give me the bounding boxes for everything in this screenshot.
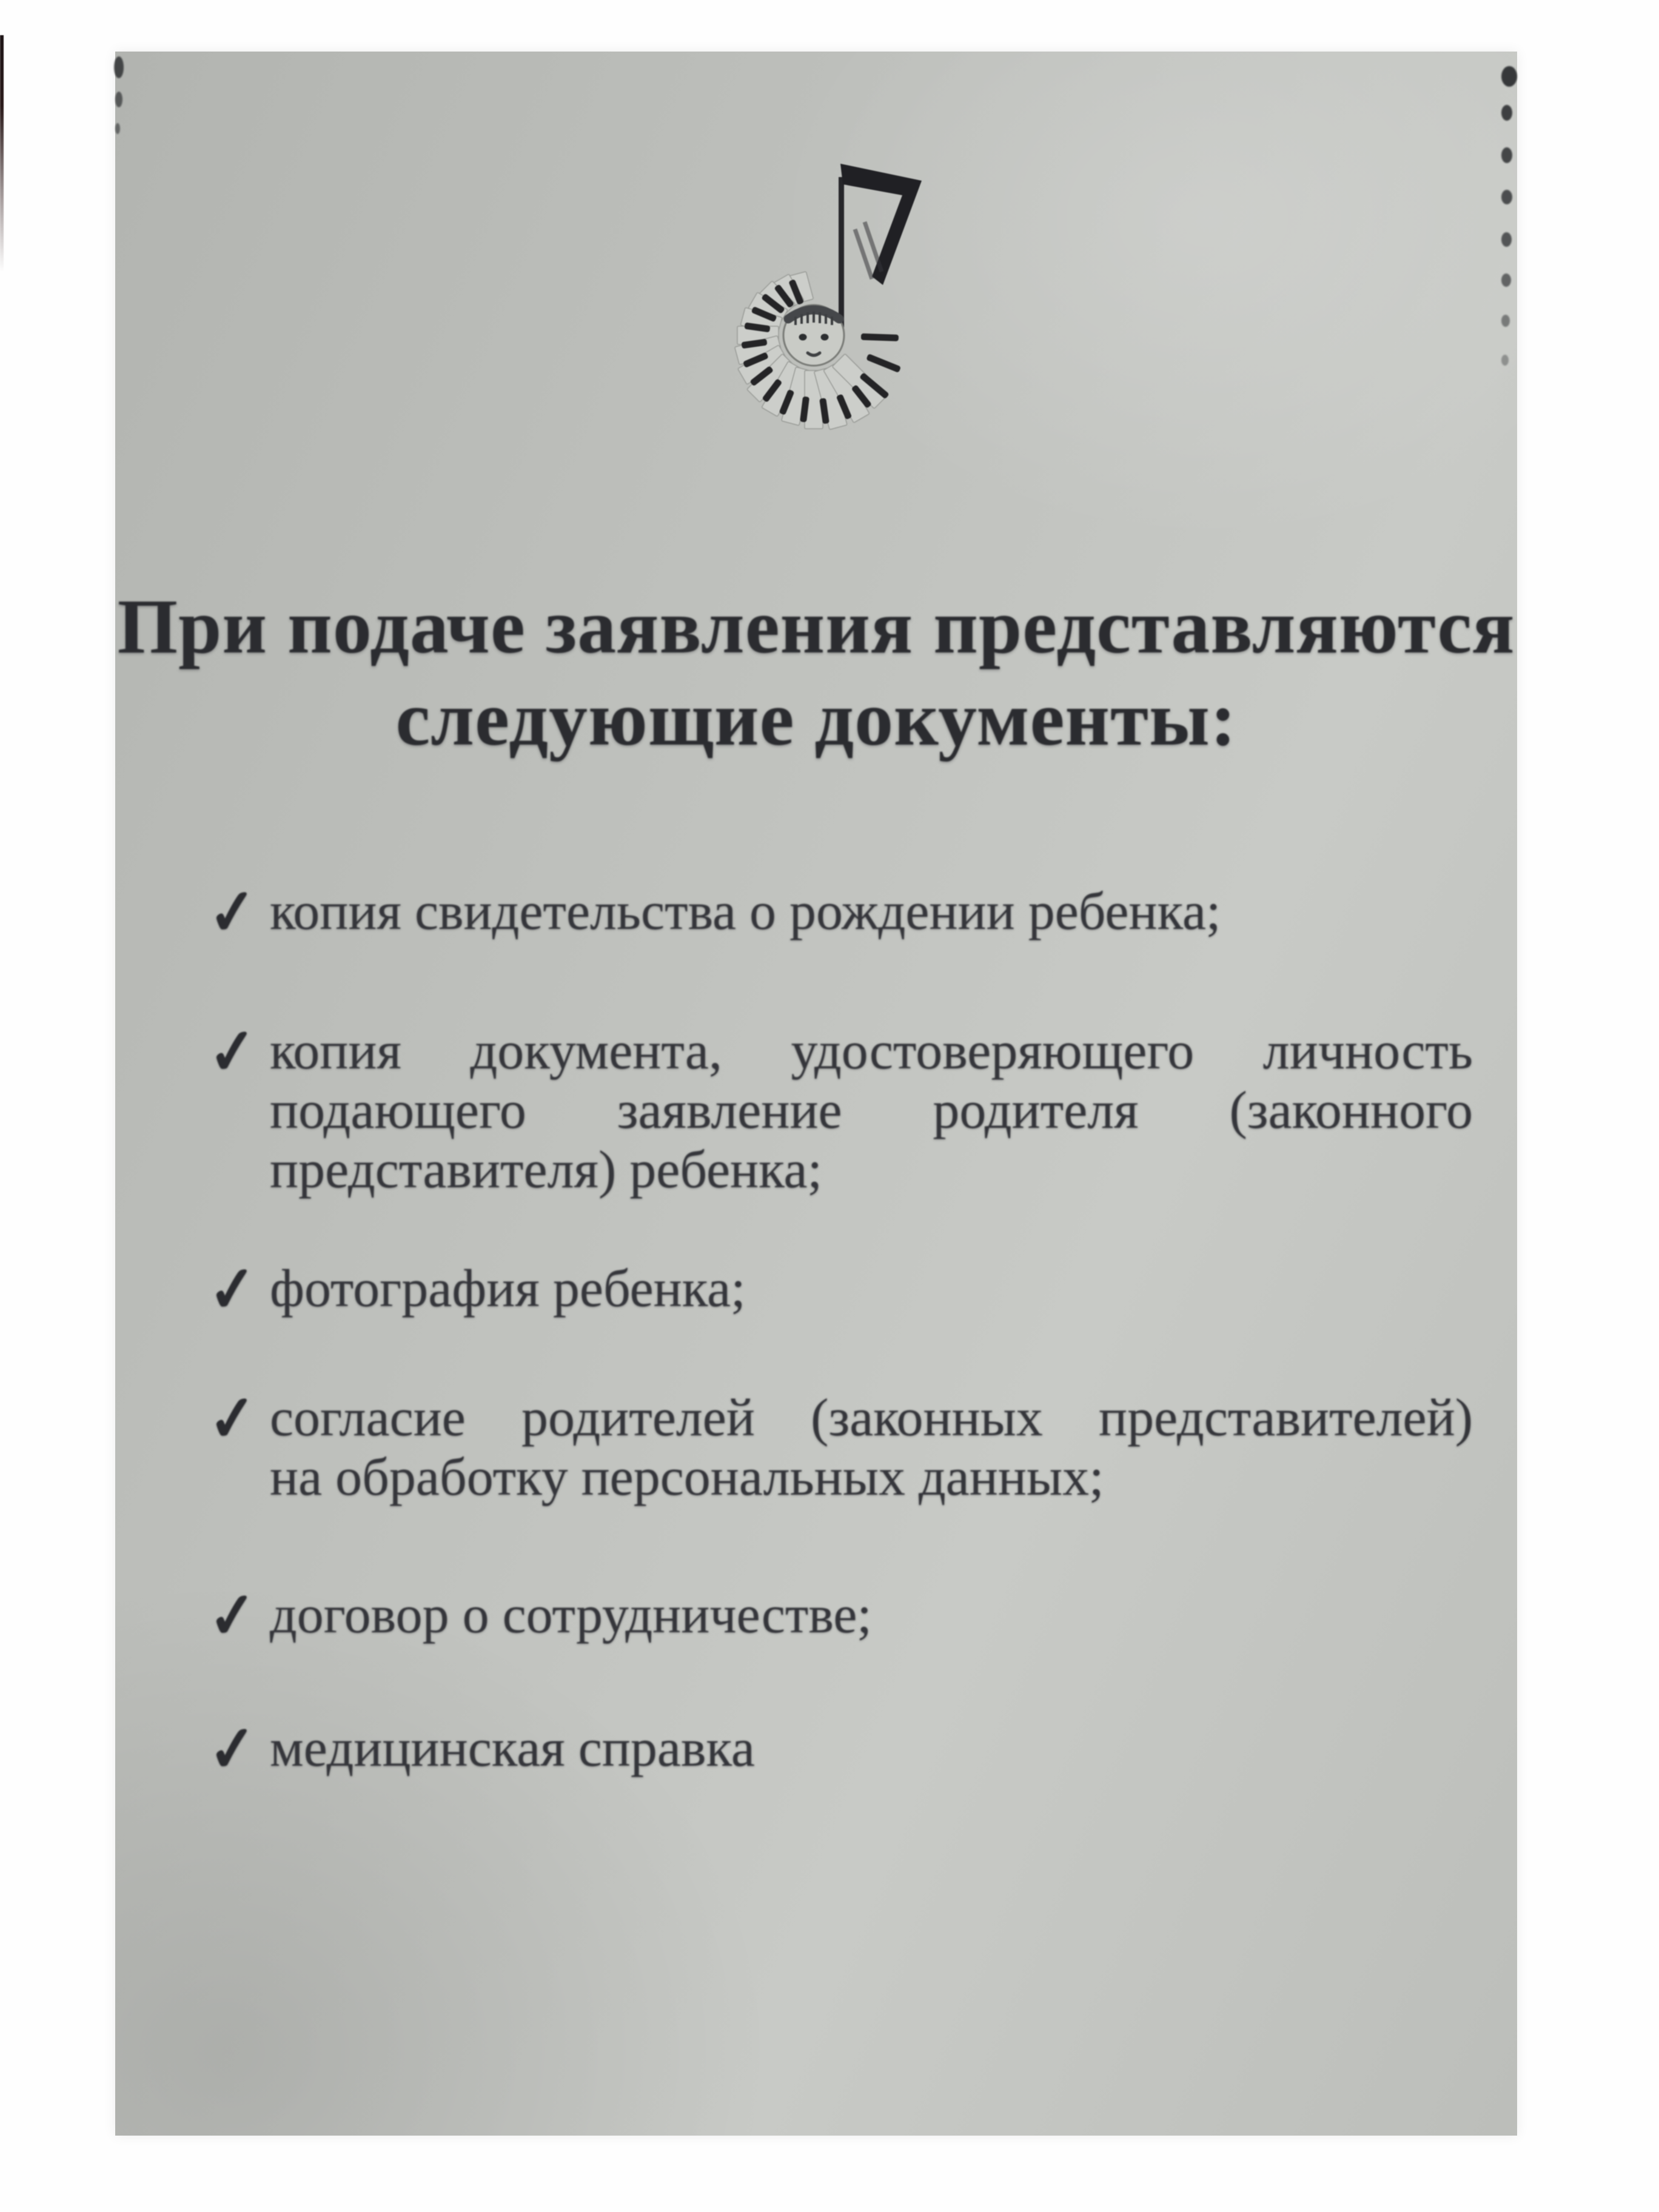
checkmark-icon: ✓ [206, 1580, 260, 1653]
list-item-line: копия документа, удостоверяющего личность [270, 1022, 1473, 1081]
page-title [115, 580, 1517, 765]
list-item-line: на обработку персональных данных; [270, 1448, 1104, 1507]
sun-face-eye-left [799, 334, 807, 341]
perforation-dot [1501, 66, 1517, 87]
list-item-line: подающего заявление родителя (законного [270, 1081, 1473, 1140]
page-title-line2: следующие документы: [395, 675, 1237, 762]
list-item-line: согласие родителей (законных представителей) [270, 1389, 1473, 1447]
checkmark-icon: ✓ [206, 876, 260, 950]
perforation-dot [1501, 190, 1512, 204]
list-item [206, 1382, 1473, 1507]
list-item-line: представителя) ребенка; [270, 1141, 823, 1199]
list-item [206, 1713, 1473, 1786]
perforation-dot [1501, 147, 1512, 163]
checkmark-icon: ✓ [206, 1382, 260, 1456]
checkmark-icon: ✓ [206, 1016, 260, 1089]
note-stem [839, 177, 844, 335]
perforation-dot [1501, 315, 1510, 327]
perforation-dot [1501, 273, 1511, 287]
perforation-dot [1501, 105, 1512, 121]
checkmark-icon: ✓ [206, 1713, 260, 1786]
perforation-dot [1501, 355, 1509, 366]
music-note-sun-logo-icon [728, 158, 928, 437]
perforation-dot [1501, 232, 1512, 247]
list-item [206, 1253, 1473, 1327]
checkmark-icon: ✓ [206, 1253, 260, 1327]
list-item [206, 1016, 1473, 1200]
page-title-line1: При подаче заявления представляются [117, 583, 1515, 669]
paper-speck [115, 123, 120, 134]
list-item-line: медицинская справка [270, 1719, 755, 1778]
paper-speck [114, 56, 124, 78]
photo-edge-artifact [0, 35, 4, 272]
list-item-line: фотография ребенка; [270, 1259, 746, 1318]
perforation-dots [1493, 52, 1517, 391]
list-item [206, 876, 1473, 950]
list-item [206, 1580, 1473, 1653]
paper-sheet [115, 52, 1517, 2136]
list-item-line: договор о сотрудничестве; [270, 1586, 872, 1644]
paper-speck [115, 92, 122, 107]
list-item-line: копия свидетельства о рождении ребенка; [270, 882, 1221, 941]
sun-face-eye-right [821, 334, 829, 341]
